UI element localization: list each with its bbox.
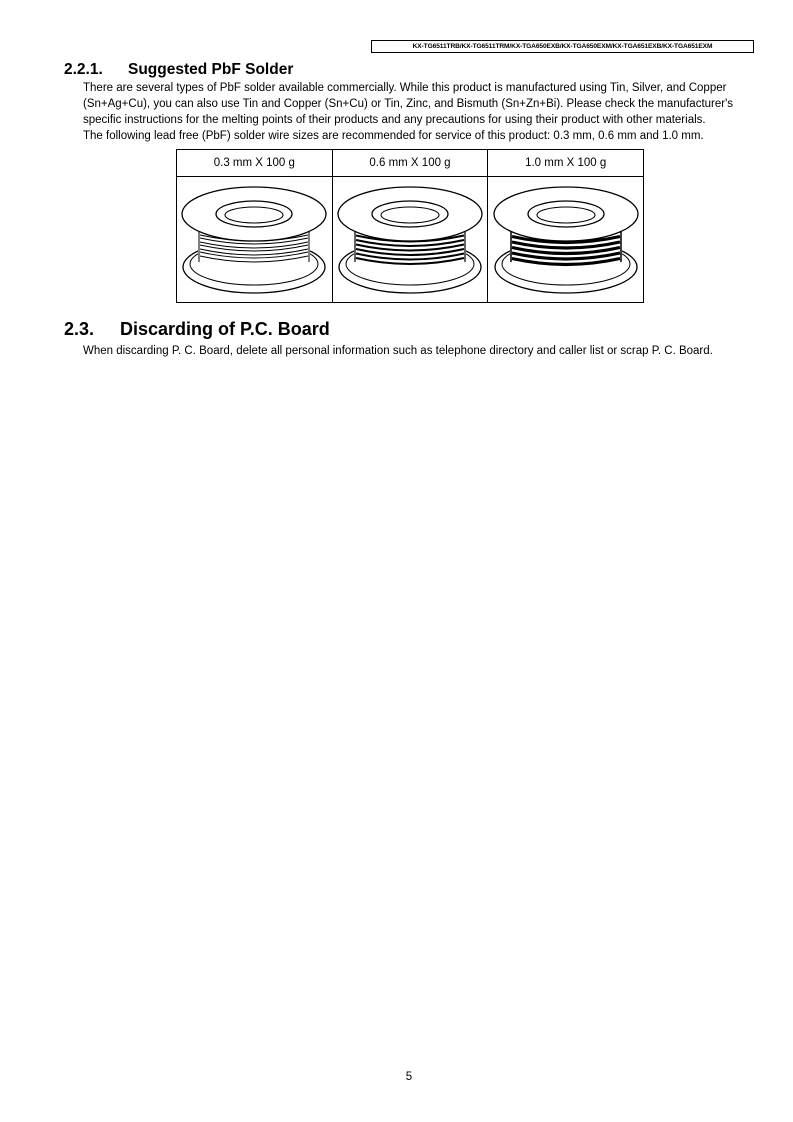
solder-spool-medium-icon (335, 182, 485, 297)
solder-spool-cell (177, 177, 333, 303)
model-numbers-header: KX-TG6511TRB/KX-TG6511TRM/KX-TGA650EXB/KX-TGA650EXM/KX-TGA651EXB/KX-TGA651EXM (371, 40, 754, 53)
section-title: Discarding of P.C. Board (120, 319, 330, 339)
solder-spool-cell (332, 177, 488, 303)
section-number: 2.3. (64, 319, 95, 339)
paragraph-line: (Sn+Ag+Cu), you can also use Tin and Copper (Sn+Cu) or Tin, Zinc, and Bismuth (Sn+Zn+Bi). Please check the manufacturer's (83, 98, 734, 110)
paragraph-line: When discarding P. C. Board, delete all personal information such as telephone directory and caller list or scrap P. C. Board. (83, 345, 713, 357)
solder-size-header: 1.0 mm X 100 g (488, 150, 644, 177)
paragraph-line: The following lead free (PbF) solder wire sizes are recommended for service of this product: 0.3 mm, 0.6 mm and 1.0 mm. (83, 130, 704, 142)
solder-spool-thin-icon (179, 182, 329, 297)
paragraph-line: specific instructions for the melting points of their products and any precautions for using their product with other materials. (83, 114, 706, 126)
section-paragraph (83, 80, 761, 144)
solder-size-table (176, 149, 644, 303)
solder-spool-cell (488, 177, 644, 303)
section-number: 2.2.1. (64, 61, 103, 78)
paragraph-line: There are several types of PbF solder available commercially. While this product is manufactured using Tin, Silver, and Copper (83, 82, 727, 94)
section-title: Suggested PbF Solder (128, 61, 294, 78)
section-paragraph (83, 343, 761, 359)
page-number: 5 (405, 1071, 413, 1083)
solder-spool-thick-icon (491, 182, 641, 297)
solder-size-header: 0.6 mm X 100 g (332, 150, 488, 177)
solder-size-header: 0.3 mm X 100 g (177, 150, 333, 177)
